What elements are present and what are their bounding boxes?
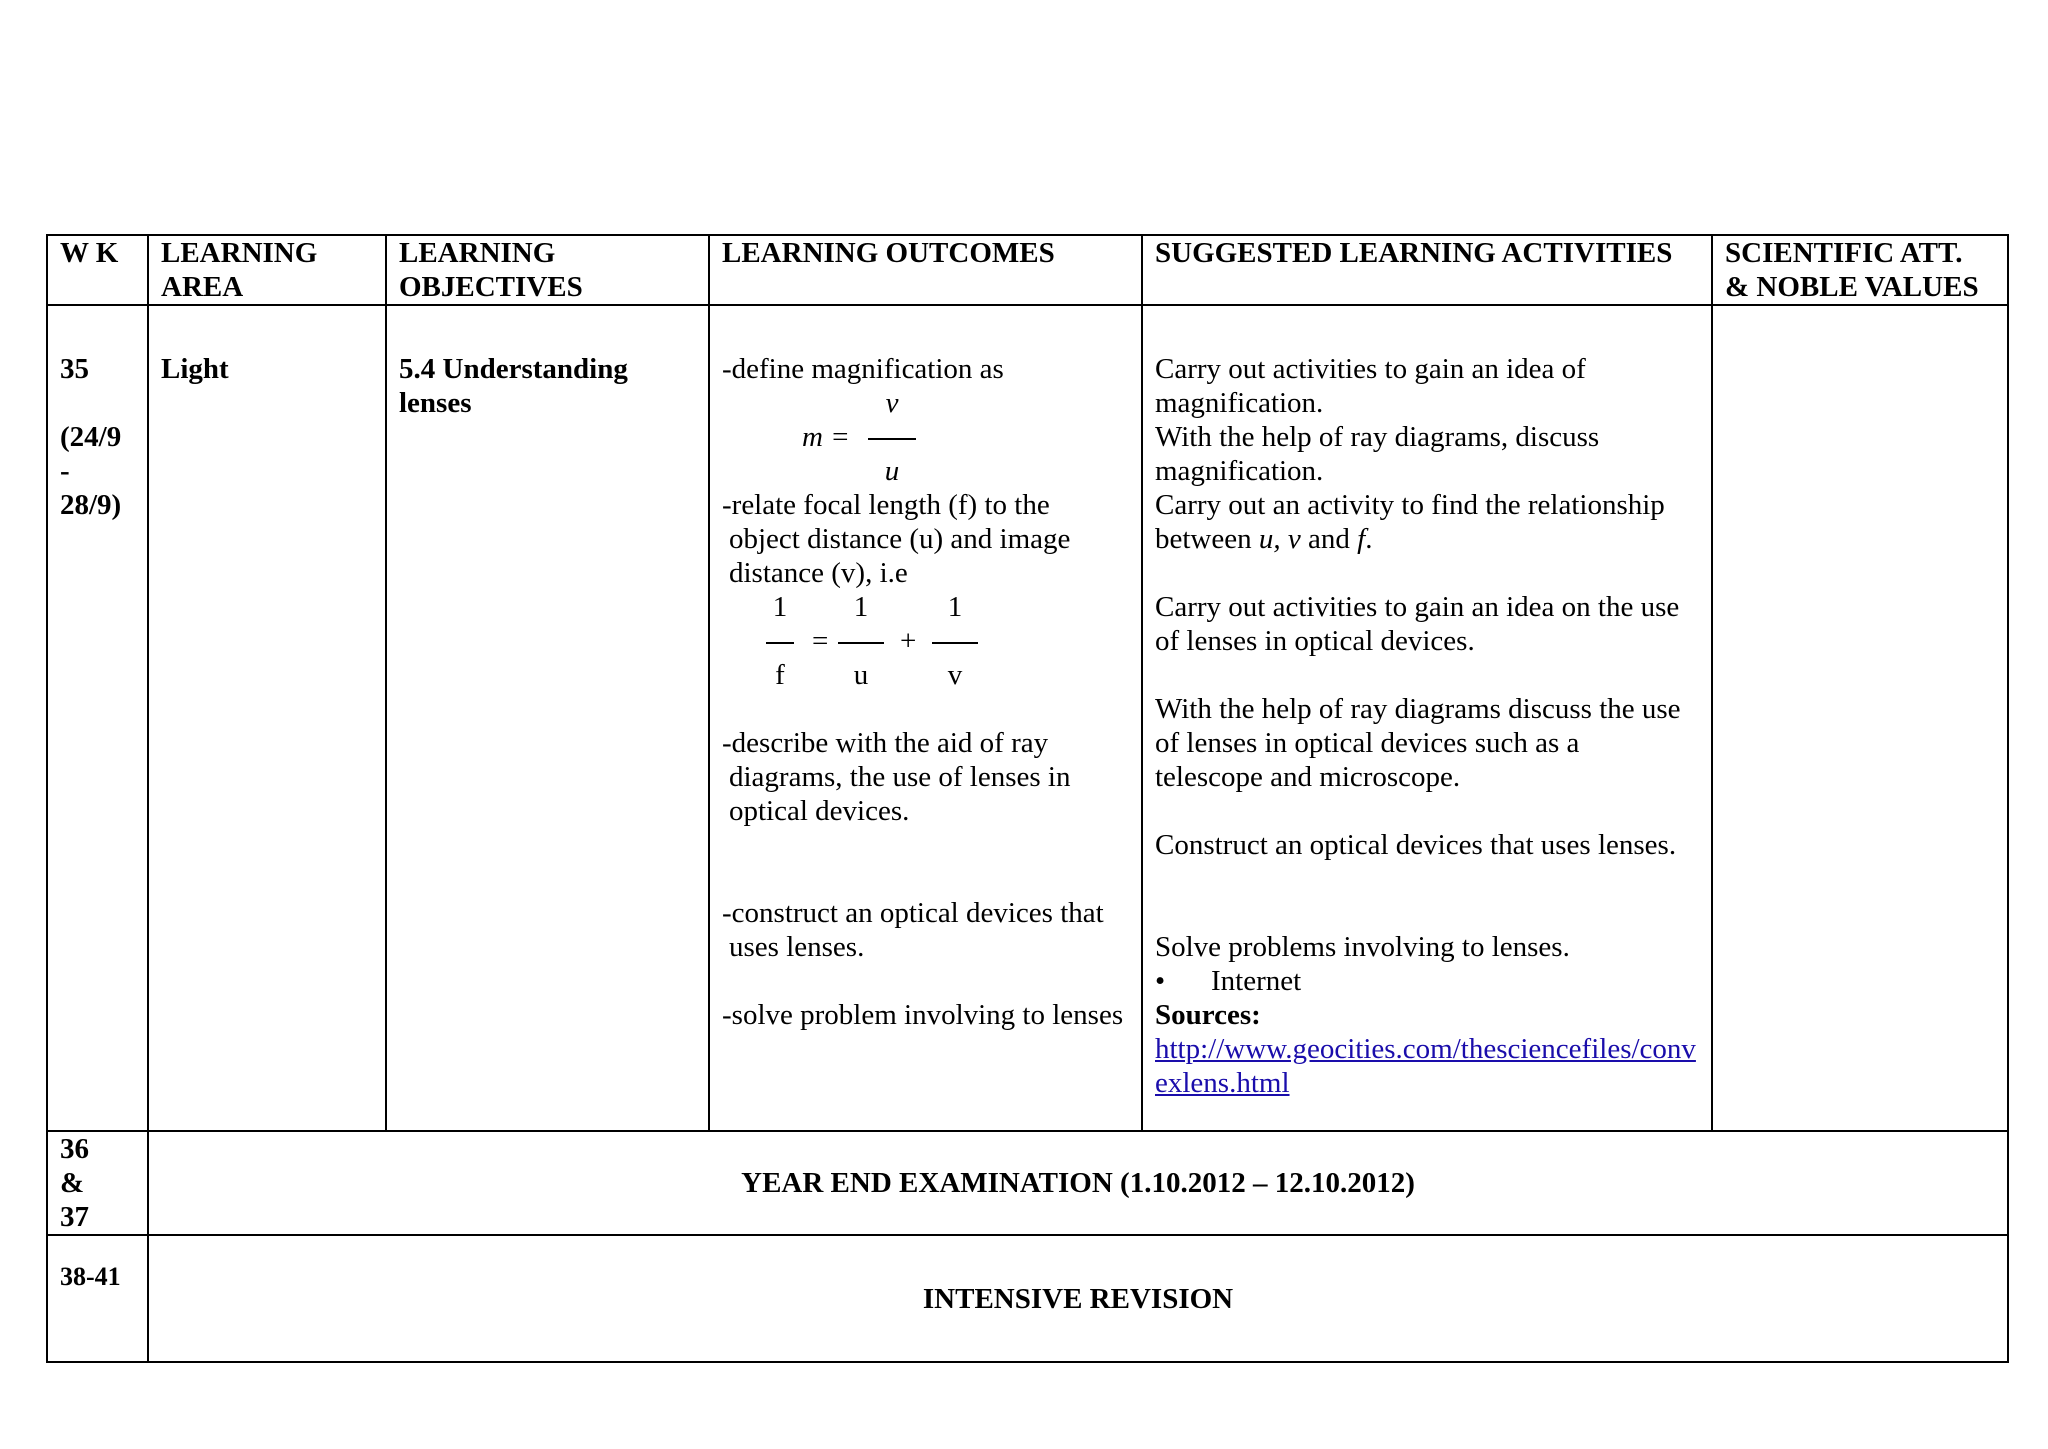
header-scientific-values: SCIENTIFIC ATT. & NOBLE VALUES xyxy=(1712,235,2008,305)
sources-label: Sources: xyxy=(1155,999,1261,1031)
bullet-icon: • xyxy=(1155,965,1166,997)
scheme-of-work-table xyxy=(46,234,2009,1363)
outcome-relate-focal-length: -relate focal length (f) to the xyxy=(722,489,1050,521)
header-learning-objectives: LEARNING OBJECTIVES xyxy=(386,235,709,305)
activity-relationship: Carry out an activity to find the relationship xyxy=(1155,489,1665,521)
week-35-cell: 35 (24/9 - 28/9) xyxy=(47,305,148,1131)
outcome-describe-ray-diagrams: -describe with the aid of ray xyxy=(722,727,1049,759)
outcome-construct-device: -construct an optical devices that xyxy=(722,897,1104,929)
scientific-values-cell xyxy=(1712,305,2008,1131)
outcome-solve-problem: -solve problem involving to lenses xyxy=(722,999,1124,1031)
learning-area-cell: Light xyxy=(148,305,386,1131)
header-row xyxy=(47,235,2008,305)
magnification-formula: m = v u xyxy=(722,386,1129,488)
activity-optical-devices-idea: Carry out activities to gain an idea on the use xyxy=(1155,591,1680,623)
week-36-37-row xyxy=(47,1131,2008,1235)
learning-outcomes-cell: -define magnification as m = v u -relate focal length (f) to the object distance (u) and image distance (v), i.e 1 f = 1 u + 1 v -describe with the aid of ray diagrams, the use of lenses in optical devices. -construct an optical devices that uses lenses. -solve problem involving to lenses xyxy=(709,305,1142,1131)
activity-magnification-idea: Carry out activities to gain an idea of xyxy=(1155,353,1586,385)
suggested-activities-cell: Carry out activities to gain an idea of magnification. With the help of ray diagrams, discuss magnification. Carry out an activity to find the relationship between u, v and f. Carry out activities to gain an idea on the use of lenses in optical devices. With the help of ray diagrams discuss the use of lenses in optical devices such as a telescope and microscope. Construct an optical devices that uses lenses. Solve problems involving to lenses. • Internet Sources: http://www.geocities.com/thesciencefiles/convexlens.html xyxy=(1142,305,1712,1131)
week-36-37-cell: 36 & 37 xyxy=(47,1131,148,1235)
header-suggested-activities: SUGGESTED LEARNING ACTIVITIES xyxy=(1142,235,1712,305)
outcome-define-magnification: -define magnification as xyxy=(722,353,1004,385)
week-35-row xyxy=(47,305,2008,1131)
activity-ray-diagrams-devices: With the help of ray diagrams discuss the use xyxy=(1155,693,1681,725)
lens-formula: 1 f = 1 u + 1 v xyxy=(722,590,1129,692)
bullet-internet: • Internet xyxy=(1155,965,1302,997)
week-38-41-row xyxy=(47,1235,2008,1362)
activity-ray-diagrams-magnification: With the help of ray diagrams, discuss xyxy=(1155,421,1600,453)
header-learning-outcomes: LEARNING OUTCOMES xyxy=(709,235,1142,305)
header-week: W K xyxy=(47,235,148,305)
week-38-41-cell: 38-41 xyxy=(47,1235,148,1362)
year-end-examination: YEAR END EXAMINATION (1.10.2012 – 12.10.2012) xyxy=(148,1131,2008,1235)
activity-solve-problems: Solve problems involving to lenses. xyxy=(1155,931,1570,963)
header-learning-area: LEARNING AREA xyxy=(148,235,386,305)
intensive-revision: INTENSIVE REVISION xyxy=(148,1235,2008,1362)
learning-objective-cell: 5.4 Understanding lenses xyxy=(386,305,709,1131)
source-link[interactable]: http://www.geocities.com/thesciencefiles/convexlens.html xyxy=(1155,1033,1696,1099)
activity-construct-device: Construct an optical devices that uses lenses. xyxy=(1155,829,1677,861)
